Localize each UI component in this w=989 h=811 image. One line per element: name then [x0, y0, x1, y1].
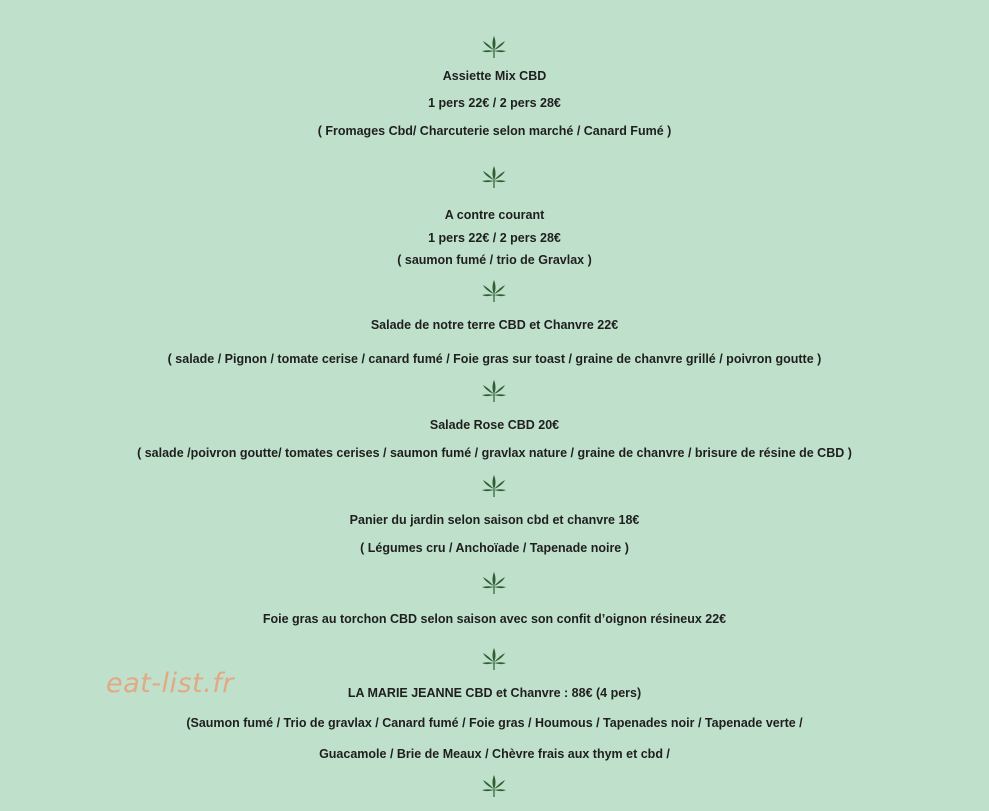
cannabis-leaf-icon	[481, 646, 507, 672]
cannabis-leaf-icon	[481, 164, 507, 190]
item-description: ( saumon fumé / trio de Gravlax )	[397, 253, 592, 267]
item-title: A contre courant	[444, 208, 545, 222]
item-title: Panier du jardin selon saison cbd et chanvre 18€	[349, 513, 640, 527]
cannabis-leaf-icon	[481, 773, 507, 799]
item-title: Foie gras au torchon CBD selon saison avec son confit d’oignon résineux 22€	[262, 612, 727, 626]
item-price: 1 pers 22€ / 2 pers 28€	[428, 231, 561, 245]
item-description: ( Légumes cru / Anchoïade / Tapenade noire )	[360, 541, 629, 555]
item-title: LA MARIE JEANNE CBD et Chanvre : 88€ (4 pers)	[347, 686, 642, 700]
item-description: ( salade /poivron goutte/ tomates cerises / saumon fumé / gravlax nature / graine de chanvre / brisure de résine de CBD )	[137, 446, 852, 460]
cannabis-leaf-icon	[481, 378, 507, 404]
watermark: eat-list.fr	[106, 668, 234, 699]
item-description: Guacamole / Brie de Meaux / Chèvre frais aux thym et cbd /	[319, 747, 670, 761]
cannabis-leaf-icon	[481, 34, 507, 60]
cannabis-leaf-icon	[481, 278, 507, 304]
item-title: Salade Rose CBD 20€	[429, 418, 560, 432]
item-description: (Saumon fumé / Trio de gravlax / Canard fumé / Foie gras / Houmous / Tapenades noir / Tapenade verte /	[186, 716, 803, 730]
item-description: ( Fromages Cbd/ Charcuterie selon marché / Canard Fumé )	[317, 124, 672, 138]
item-description: ( salade / Pignon / tomate cerise / canard fumé / Foie gras sur toast / graine de chanvre grillé / poivron goutte )	[167, 352, 822, 366]
cannabis-leaf-icon	[481, 570, 507, 596]
item-price: 1 pers 22€ / 2 pers 28€	[428, 96, 561, 110]
item-title: Assiette Mix CBD	[442, 69, 547, 83]
item-title: Salade de notre terre CBD et Chanvre 22€	[370, 318, 619, 332]
cannabis-leaf-icon	[481, 473, 507, 499]
